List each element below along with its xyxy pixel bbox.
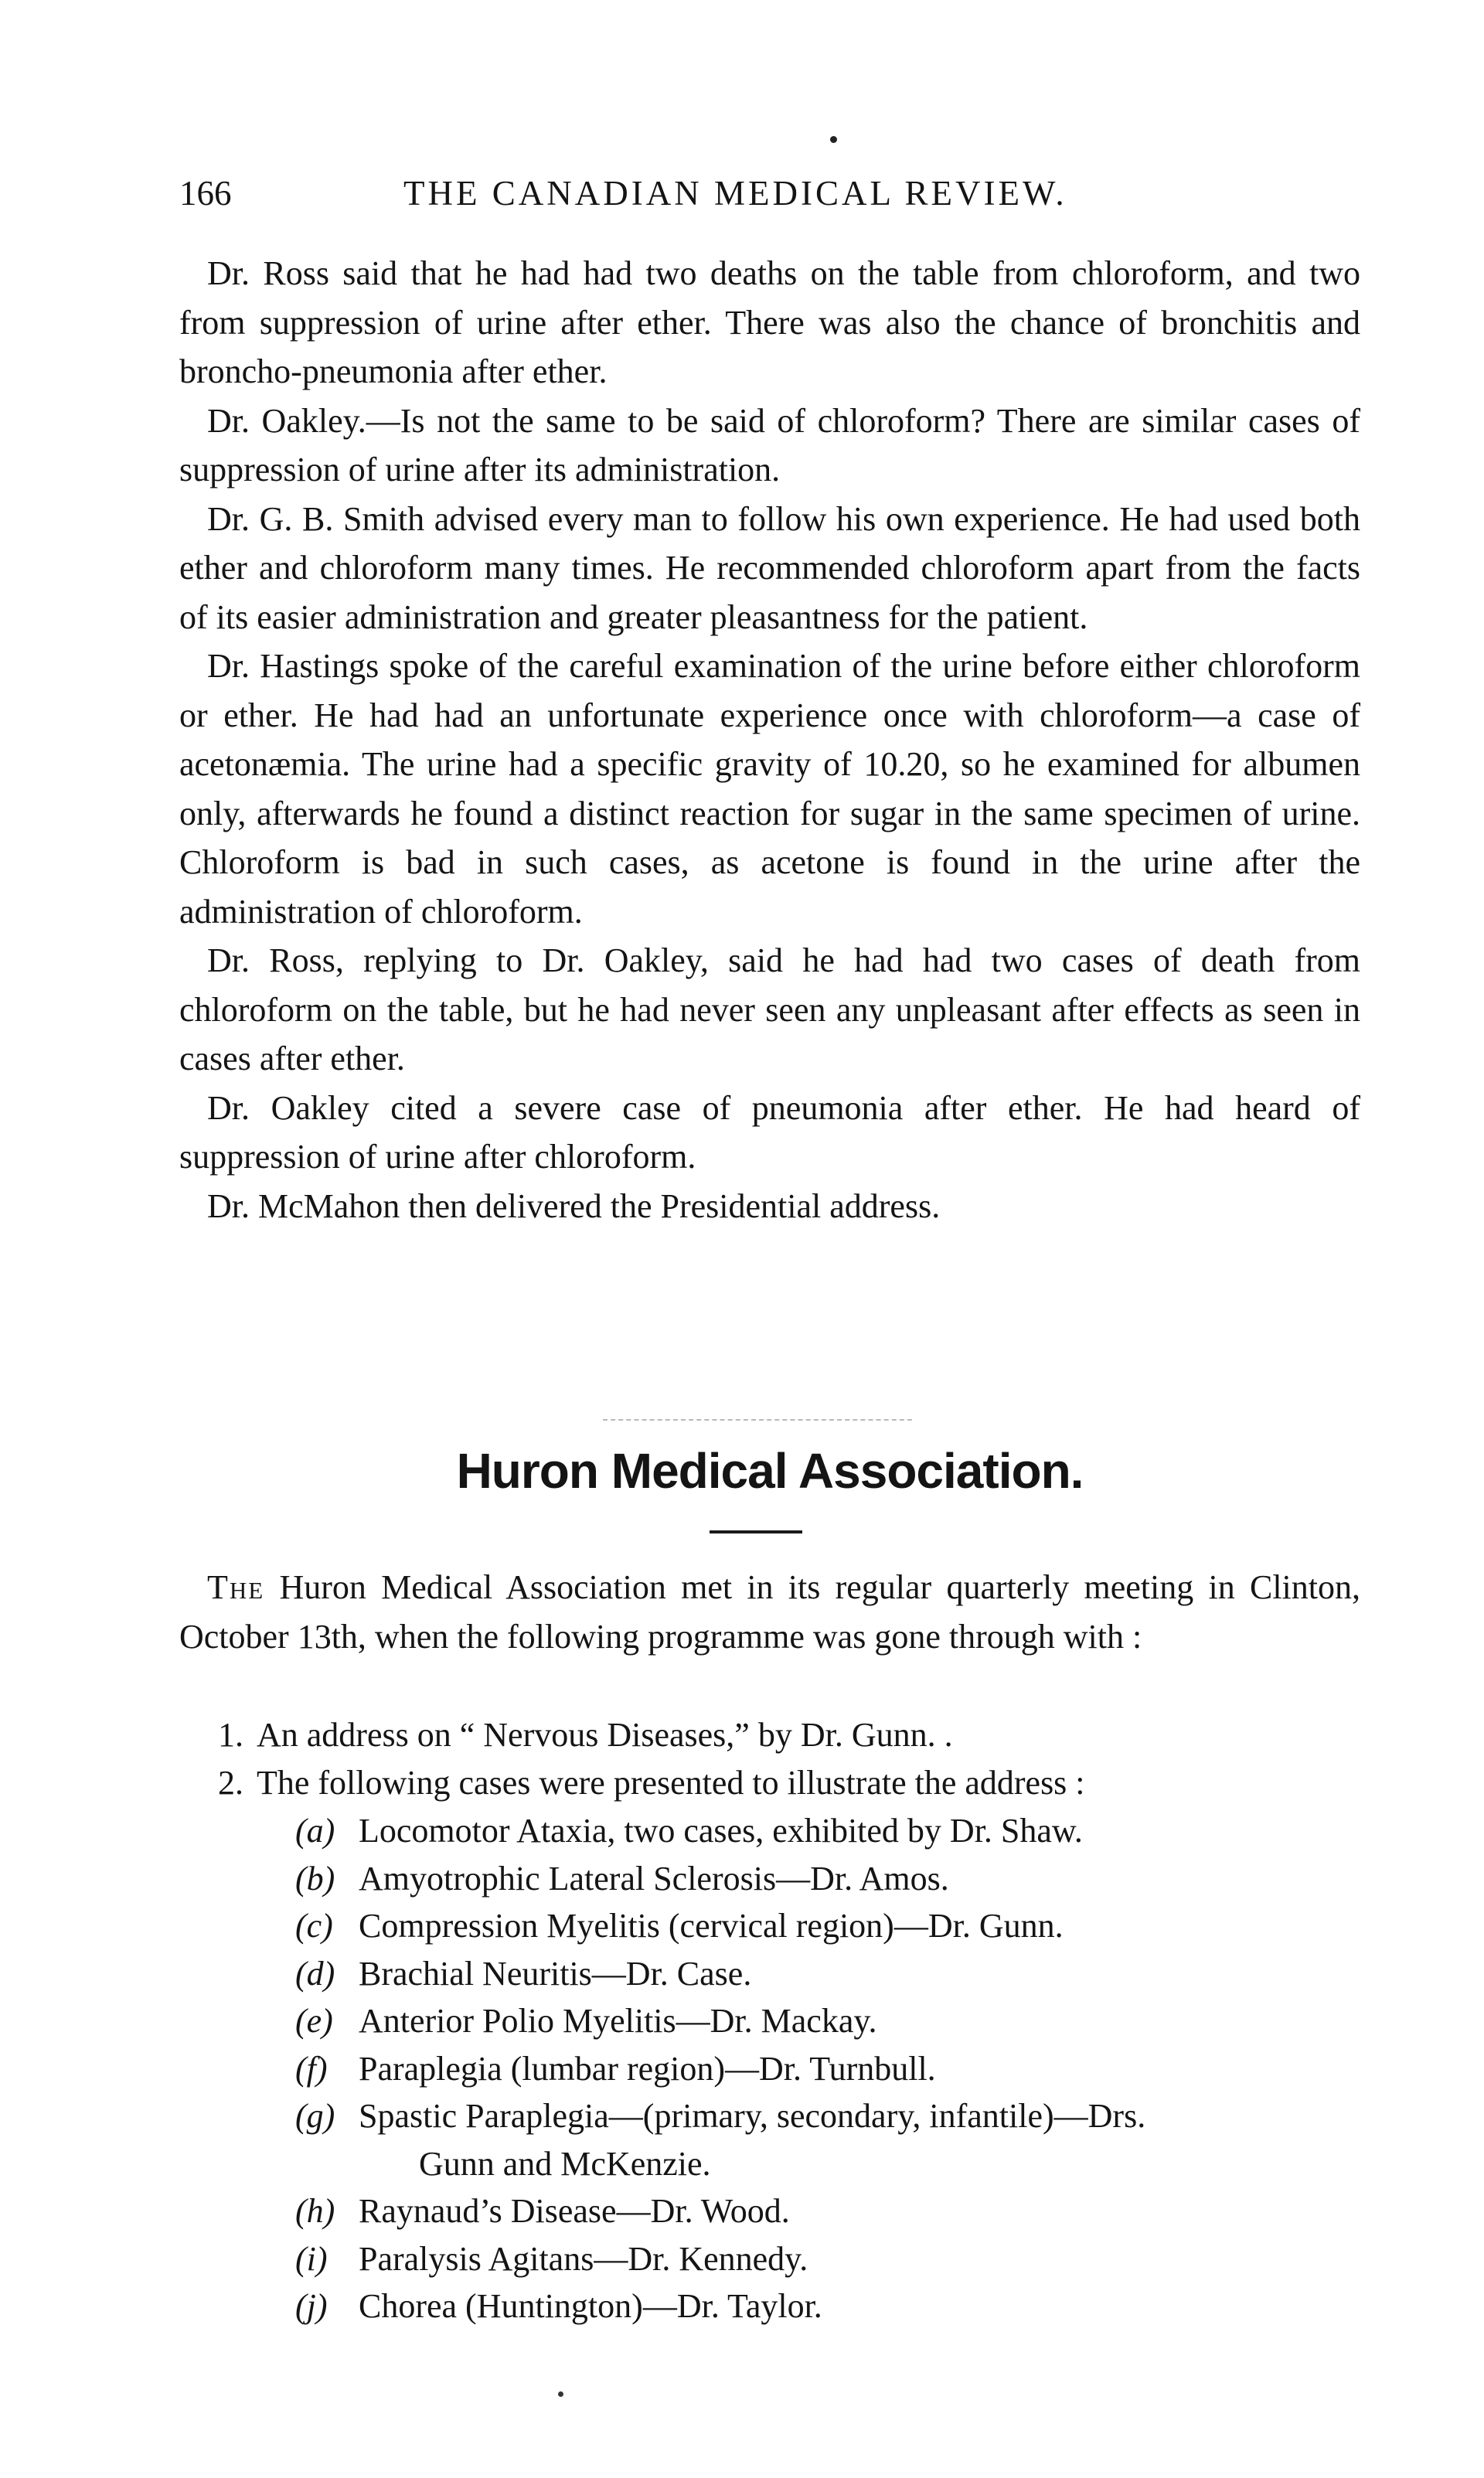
programme-list <box>179 1711 1360 1806</box>
case-item <box>179 1997 1360 2045</box>
case-letter: (a) <box>295 1812 335 1850</box>
paragraph: Dr. Ross said that he had had two deaths on the table from chloroform, and two from suppression of urine after ether. There was also the chance of bronchitis and broncho-pneumonia after ether. <box>179 254 1360 390</box>
case-item <box>179 2045 1360 2093</box>
paragraph: Dr. Hastings spoke of the careful examination of the urine before either chloroform or ether. He had had an unfortunate experience once with chloroform—a case of acetonæmia. The urine had a specific gravity of 10.20, so he examined for albumen only, afterwards he found a distinct reaction for sugar in the same specimen of urine. Chloroform is bad in such cases, as acetone is found in the urine after the administration of chloroform. <box>179 647 1360 931</box>
programme-item <box>179 1759 1360 1807</box>
case-item <box>179 2187 1360 2235</box>
paragraph: Dr. Oakley.—Is not the same to be said of chloroform? There are similar cases of suppression of urine after its administration. <box>179 401 1360 488</box>
case-item <box>179 1855 1360 1903</box>
case-item <box>179 1902 1360 1950</box>
case-text: Spastic Paraplegia—(primary, secondary, infantile)—Drs. <box>359 2097 1146 2135</box>
heading-rule <box>710 1530 802 1533</box>
case-letter: (j) <box>295 2287 328 2325</box>
case-text: Brachial Neuritis—Dr. Case. <box>359 1954 752 1993</box>
case-text: Paraplegia (lumbar region)—Dr. Turnbull. <box>359 2049 936 2088</box>
item-number: 1. <box>218 1716 243 1754</box>
case-list <box>179 1807 1360 2330</box>
case-item <box>179 1807 1360 1855</box>
case-item <box>179 2235 1360 2283</box>
case-letter: (c) <box>295 1907 333 1945</box>
case-letter: (e) <box>295 2002 333 2040</box>
paragraph: Dr. Ross, replying to Dr. Oakley, said he had had two cases of death from chloroform on the table, but he had never seen any unpleasant after effects as seen in cases after ether. <box>179 941 1360 1077</box>
paragraph: Dr. G. B. Smith advised every man to follow his own experience. He had used both ether and chloroform many times. He recommended chloroform apart from the facts of its easier administration and greater pleasantness for the patient. <box>179 499 1360 636</box>
case-text: Paralysis Agitans—Dr. Kennedy. <box>359 2239 808 2278</box>
item-text: An address on “ Nervous Diseases,” by Dr. Gunn. . <box>257 1716 953 1754</box>
printer-mark <box>830 136 837 143</box>
section-divider <box>603 1419 912 1421</box>
case-item <box>179 2282 1360 2330</box>
case-text-continued: Gunn and McKenzie. <box>419 2144 711 2183</box>
case-text: Raynaud’s Disease—Dr. Wood. <box>359 2192 790 2230</box>
programme-item <box>179 1711 1360 1759</box>
case-text: Locomotor Ataxia, two cases, exhibited by Dr. Shaw. <box>359 1812 1083 1850</box>
case-text: Chorea (Huntington)—Dr. Taylor. <box>359 2287 822 2325</box>
paragraph: Dr. Oakley cited a severe case of pneumonia after ether. He had heard of suppression of urine after chloroform. <box>179 1088 1360 1176</box>
journal-title: THE CANADIAN MEDICAL REVIEW. <box>403 174 1067 213</box>
case-letter: (d) <box>295 1954 335 1993</box>
paragraph: Dr. McMahon then delivered the Presidential address. <box>207 1186 941 1225</box>
item-number: 2. <box>218 1763 243 1802</box>
section-intro <box>179 1563 1360 1661</box>
case-text: Compression Myelitis (cervical region)—Dr. Gunn. <box>359 1907 1064 1945</box>
case-letter: (h) <box>295 2192 335 2230</box>
case-letter: (f) <box>295 2049 328 2088</box>
page-number: 166 <box>179 174 232 213</box>
case-letter: (b) <box>295 1859 335 1898</box>
case-letter: (g) <box>295 2097 335 2135</box>
case-item <box>179 2092 1360 2187</box>
case-text: Amyotrophic Lateral Sclerosis—Dr. Amos. <box>359 1859 949 1898</box>
intro-text: Huron Medical Association met in its regular quarterly meeting in Clinton, October 13th, when the following programme was gone through with : <box>179 1568 1360 1656</box>
case-letter: (i) <box>295 2239 328 2278</box>
case-item <box>179 1950 1360 1998</box>
item-text: The following cases were presented to illustrate the address : <box>257 1763 1085 1802</box>
discussion-text <box>179 249 1360 1230</box>
intro-lead-word: The <box>207 1568 265 1606</box>
section-heading: Huron Medical Association. <box>456 1443 1084 1499</box>
printer-mark <box>558 2391 563 2397</box>
case-text: Anterior Polio Myelitis—Dr. Mackay. <box>359 2002 877 2040</box>
